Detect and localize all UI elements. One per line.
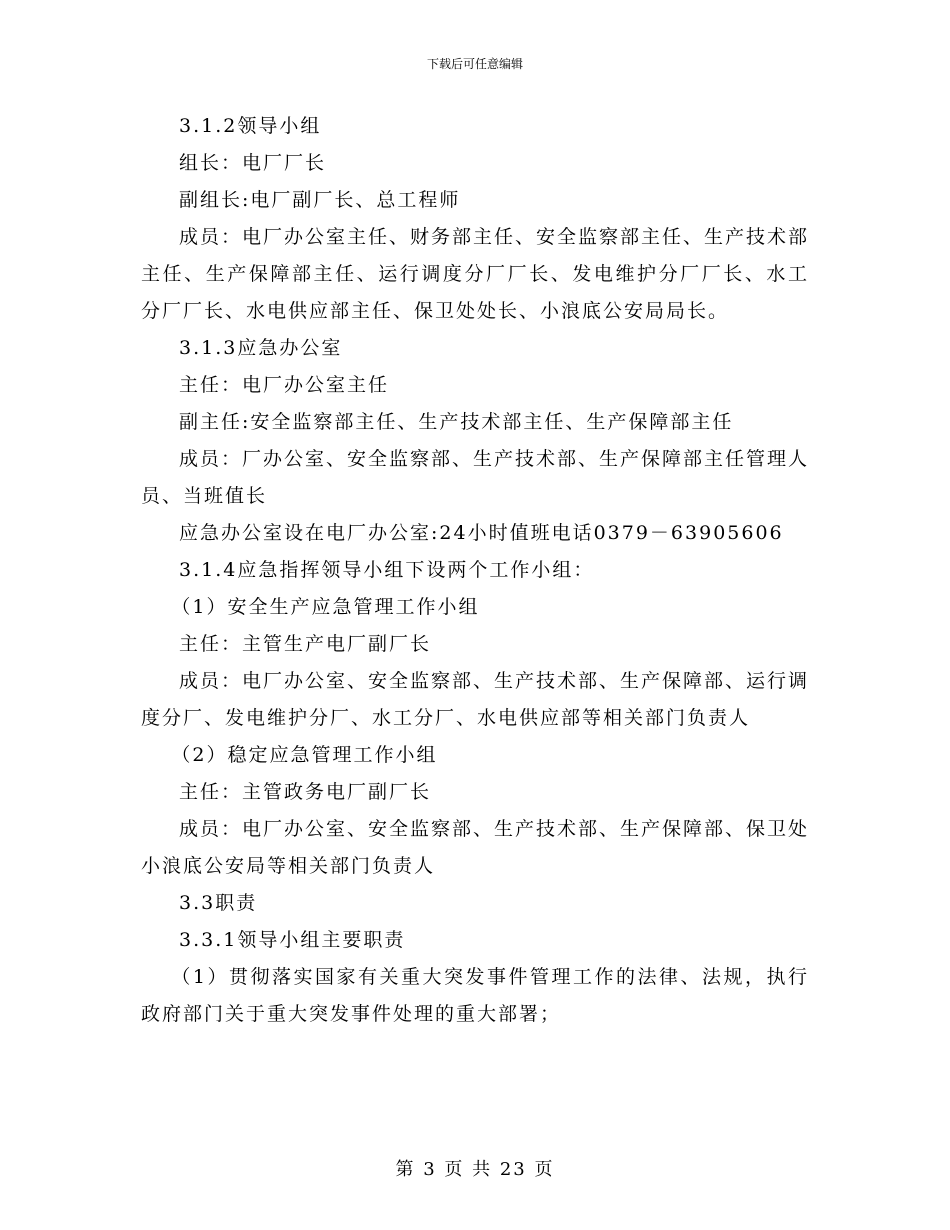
group-2-director: 主任：主管政务电厂副厂长 [179, 781, 432, 803]
members-paragraph: 成员：电厂办公室主任、财务部主任、安全监察部主任、生产技术部主任、生产保障部主任、运行调度分厂厂长、发电维护分厂厂长、水工分厂厂长、水电供应部主任、保卫处处长、小浪底公安局局长。 [141, 226, 810, 322]
heading-3-1-2: 3.1.2领导小组 [179, 115, 322, 137]
group-2-title: （2）稳定应急管理工作小组 [171, 744, 438, 766]
office-director-line: 主任：电厂办公室主任 [179, 374, 390, 396]
group-1-title: （1）安全生产应急管理工作小组 [171, 596, 480, 618]
group-2-members: 成员：电厂办公室、安全监察部、生产技术部、生产保障部、保卫处小浪底公安局等相关部门负责人 [141, 818, 810, 877]
office-members-paragraph: 成员：厂办公室、安全监察部、生产技术部、生产保障部主任管理人员、当班值长 [141, 448, 810, 507]
page-header: 下载后可任意编辑 [426, 57, 523, 71]
document-body [141, 108, 809, 1033]
team-leader-line: 组长：电厂厂长 [179, 152, 327, 174]
deputy-leader-line: 副组长:电厂副厂长、总工程师 [179, 189, 461, 211]
group-1-director: 主任：主管生产电厂副厂长 [179, 633, 432, 655]
office-deputy-line: 副主任:安全监察部主任、生产技术部主任、生产保障部主任 [179, 411, 734, 433]
office-location-line: 应急办公室设在电厂办公室:24小时值班电话0379－63905606 [179, 522, 784, 544]
heading-3-1-4: 3.1.4应急指挥领导小组下设两个工作小组： [179, 559, 595, 581]
group-1-members: 成员：电厂办公室、安全监察部、生产技术部、生产保障部、运行调度分厂、发电维护分厂、水工分厂、水电供应部等相关部门负责人 [141, 670, 810, 729]
page-number-footer: 第 3 页 共 23 页 [395, 1159, 555, 1180]
heading-3-3: 3.3职责 [179, 892, 258, 914]
duty-item-1: （1）贯彻落实国家有关重大突发事件管理工作的法律、法规，执行政府部门关于重大突发事件处理的重大部署； [141, 966, 809, 1025]
heading-3-1-3: 3.1.3应急办公室 [179, 337, 343, 359]
heading-3-3-1: 3.3.1领导小组主要职责 [179, 929, 406, 951]
